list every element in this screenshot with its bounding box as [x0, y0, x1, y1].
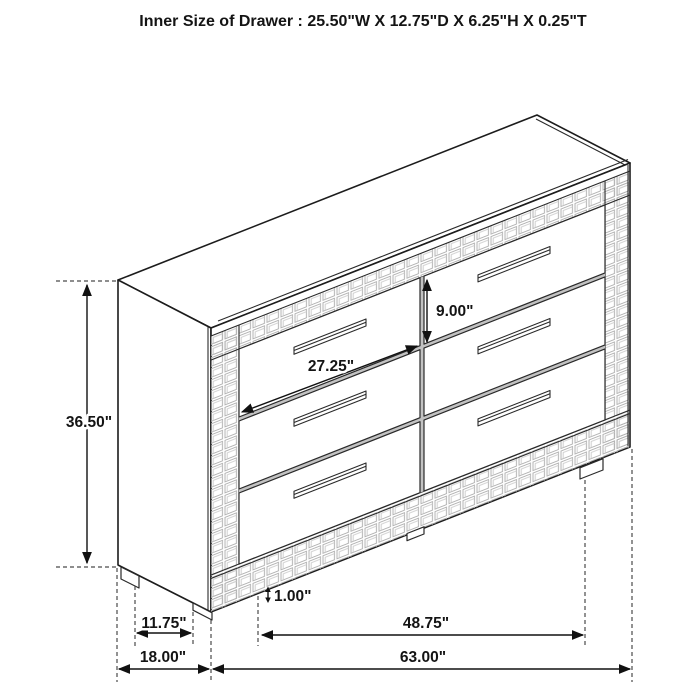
- diagram-title: Inner Size of Drawer : 25.50"W X 12.75"D X 6.25"H X 0.25"T: [139, 13, 587, 30]
- dimension-label-leg-span-width: 48.75": [402, 615, 450, 632]
- dresser-left-panel: [118, 280, 211, 612]
- dimension-overall-height: [66, 285, 112, 563]
- dimension-label-drawer-width: 27.25": [307, 358, 355, 375]
- dimension-label-leg-height: 1.00": [274, 588, 312, 605]
- dimension-overall-width: [213, 649, 630, 669]
- dimension-label-overall-height: 36.50": [65, 414, 113, 431]
- dimension-overall-depth: [119, 649, 209, 669]
- dimension-label-overall-width: 63.00": [399, 649, 447, 666]
- dimension-label-drawer-height: 9.00": [436, 303, 474, 320]
- dresser-drawing: [118, 115, 630, 620]
- dimension-leg-inset-depth: [137, 615, 191, 633]
- dimension-label-leg-inset-depth: 11.75": [141, 615, 187, 632]
- quilted-right-stile: [605, 171, 630, 457]
- dimension-label-overall-depth: 18.00": [139, 649, 187, 666]
- dimension-leg-height: [265, 587, 311, 606]
- dimension-leg-span-width: [262, 615, 583, 635]
